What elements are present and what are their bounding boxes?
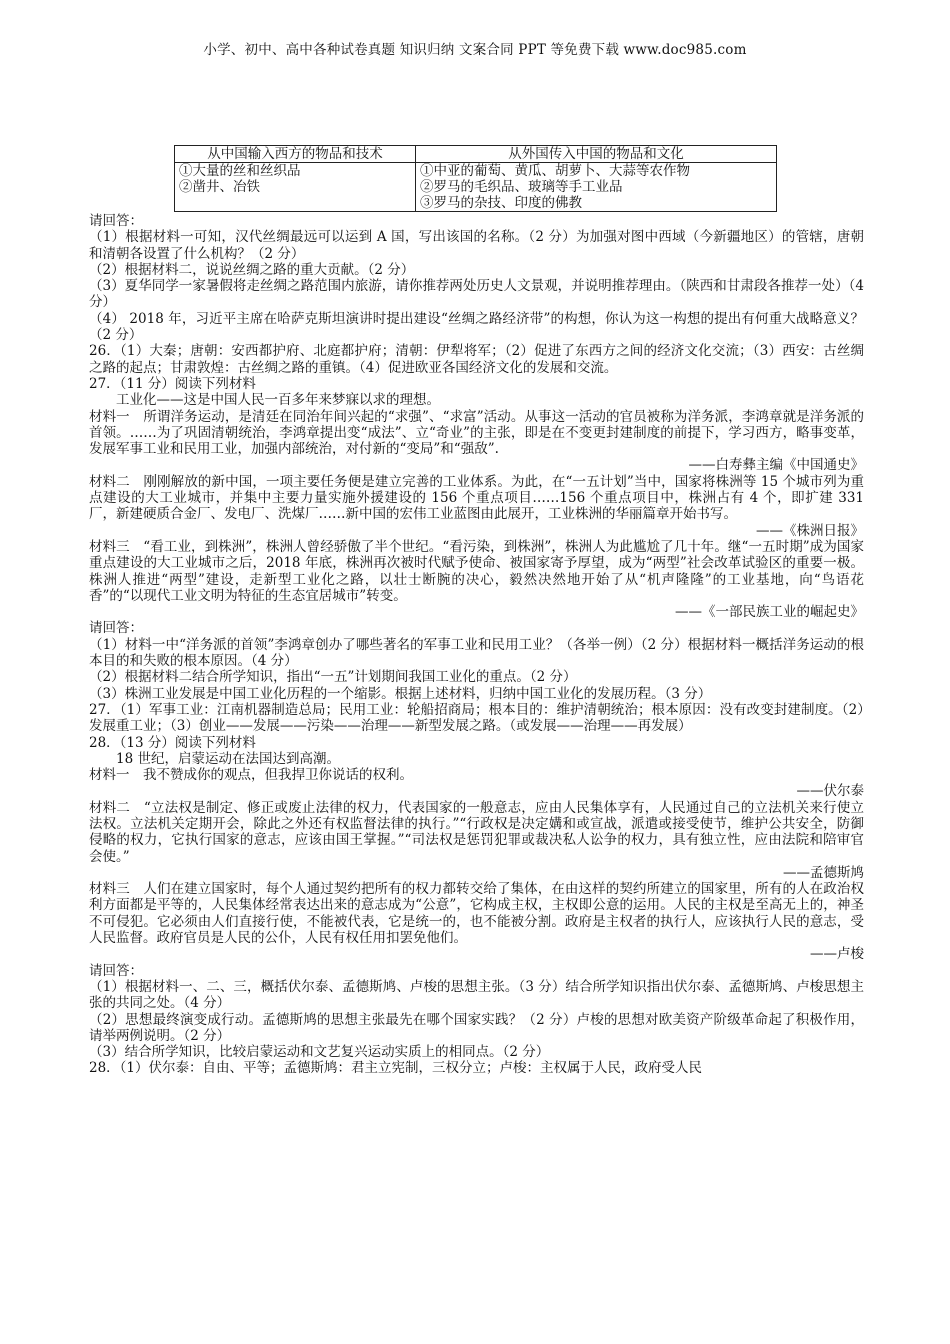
- text-paragraph: （2）根据材料二，说说丝绸之路的重大贡献。（2 分）: [89, 261, 415, 278]
- table-row: [175, 163, 777, 212]
- text-paragraph: 材料一 所谓洋务运动，是清廷在同治年间兴起的“求强”、“求富”活动。从事这一活动的官员被称为洋务派，李鸿章就是洋务派的首领。……为了巩固清朝统治，李鸿章提出变“成法”、立“奇业”的主张，即是在不变更封建制度的前提下，学习西方，略事变革，发展军事工业和民用工业，加强内部统治，对付新的“变局”和“强敌”.: [89, 408, 864, 458]
- source-citation: ——卢梭: [810, 946, 864, 963]
- text-paragraph: （4） 2018 年，习近平主席在哈萨克斯坦演讲时提出建设“丝绸之路经济带”的构想，你认为这一构想的提出有何重大战略意义？（2 分）: [89, 310, 864, 344]
- source-citation: ——伏尔泰: [796, 783, 864, 800]
- source-citation: ——《一部民族工业的崛起史》: [675, 604, 864, 621]
- text-paragraph: 26．（1）大秦；唐朝：安西都护府、北庭都护府；清朝：伊犁将军；（2）促进了东西方之间的经济文化交流；（3）西安：古丝绸之路的起点；甘肃敦煌：古丝绸之路的重镇。（4）促进欧亚各国经济文化的发展和交流。: [89, 343, 864, 376]
- table-cell-line: ③罗马的杂技、印度的佛教: [420, 195, 582, 211]
- table-header-col2: 从外国传入中国的物品和文化: [416, 146, 777, 163]
- text-paragraph: 请回答：: [89, 213, 143, 229]
- text-paragraph: 18 世纪，启蒙运动在法国达到高潮。: [116, 750, 340, 767]
- text-paragraph: 27．（11 分）阅读下列材料: [89, 375, 256, 392]
- text-paragraph: （3）结合所学知识，比较启蒙运动和文艺复兴运动实质上的相同点。（2 分）: [89, 1044, 550, 1061]
- page-header: 小学、初中、高中各种试卷真题 知识归纳 文案合同 PPT 等免费下载 www.doc985.com: [203, 42, 747, 58]
- table-cell-col2: [416, 163, 777, 212]
- text-paragraph: 28．（1）伏尔泰：自由、平等；孟德斯鸠：君主立宪制，三权分立；卢梭：主权属于人民，政府受人民: [89, 1060, 703, 1077]
- text-paragraph: 27．（1）军事工业：江南机器制造总局；民用工业：轮船招商局；根本目的：维护清朝统治；根本原因：没有改变封建制度。（2）发展重工业；（3）创业——发展——污染——治理——新型发展之路。（或发展——治理——再发展）: [89, 701, 864, 735]
- table-header-row: [175, 146, 777, 163]
- text-paragraph: 请回答：: [89, 620, 143, 637]
- source-citation: ——孟德斯鸠: [783, 864, 864, 881]
- text-paragraph: 材料二 刚刚解放的新中国，一项主要任务便是建立完善的工业体系。为此，在“一五计划”当中，国家将株洲等 15 个城市列为重点建设的大工业城市，并集中主要力量实施外援建设的 156 个重点项目……156 个重点项目中，株洲占有 4 个，即扩建 331 厂，新建硬质合金厂、发电厂、洗煤厂……新中国的宏伟工业蓝图由此展开，工业株洲的华丽篇章开始书写。: [89, 473, 864, 523]
- source-citation: ——白寿彝主编《中国通史》: [688, 457, 864, 474]
- text-paragraph: （1）根据材料一、二、三，概括伏尔泰、孟德斯鸠、卢梭的思想主张。（3 分）结合所学知识指出伏尔泰、孟德斯鸠、卢梭思想主张的共同之处。（4 分）: [89, 978, 864, 1012]
- text-paragraph: （2）根据材料二结合所学知识，指出“一五”计划期间我国工业化的重点。（2 分）: [89, 669, 577, 686]
- text-paragraph: 材料三 人们在建立国家时，每个人通过契约把所有的权力都转交给了集体，在由这样的契约所建立的国家里，所有的人在政治权利方面都是平等的，人民集体经常表达出来的意志成为“公意”，它构成主权，主权即公意的运用。人民的主权是至高无上的，神圣不可侵犯。它必须由人们直接行使，不能被代表，它是统一的，也不能被分割。政府是主权者的执行人，应该执行人民的意志，受人民监督。政府官员是人民的公仆，人民有权任用扣罢免他们。: [89, 881, 864, 947]
- text-paragraph: 工业化——这是中国人民一百多年来梦寐以求的理想。: [116, 392, 440, 409]
- text-paragraph: 材料一 我不赞成你的观点，但我捍卫你说话的权利。: [89, 767, 413, 784]
- table-cell-line: ②凿井、冶铁: [179, 179, 260, 195]
- table-header-col1: 从中国输入西方的物品和技术: [175, 146, 416, 163]
- goods-exchange-table: [174, 145, 777, 212]
- text-paragraph: 材料二 “立法权是制定、修正或废止法律的权力，代表国家的一般意志，应由人民集体享有，人民通过自己的立法机关来行使立法权。立法机关定期开会，除此之外还有权监督法律的执行。”“行政权是决定媾和或宣战，派遣或接受使节，维护公共安全，防御侵略的权力，它执行国家的意志，应该由国王掌握。”“司法权是惩罚犯罪或裁决私人讼争的权力，具有独立性，应由法院和陪审官会使。”: [89, 799, 864, 865]
- table-cell-line: ①大量的丝和丝织品: [179, 163, 301, 179]
- text-paragraph: 28．（13 分）阅读下列材料: [89, 734, 256, 751]
- text-paragraph: （1）材料一中“洋务派的首领”李鸿章创办了哪些著名的军事工业和民用工业？（各举一例）（2 分）根据材料一概括洋务运动的根本目的和失败的根本原因。（4 分）: [89, 636, 864, 670]
- source-citation: ——《株洲日报》: [756, 522, 864, 539]
- table-cell-line: ①中亚的葡萄、黄瓜、胡萝卜、大蒜等农作物: [420, 163, 690, 179]
- text-paragraph: （3）夏华同学一家暑假将走丝绸之路范围内旅游，请你推荐两处历史人文景观，并说明推荐理由。（陕西和甘肃段各推荐一处）（4 分）: [89, 278, 864, 311]
- table-cell-col1: [175, 163, 416, 212]
- table-cell-line: ②罗马的毛织品、玻璃等手工业品: [420, 179, 623, 195]
- document-body: [89, 213, 864, 1077]
- text-paragraph: 请回答：: [89, 962, 143, 979]
- text-paragraph: 材料三 “看工业，到株洲”，株洲人曾经骄傲了半个世纪。“看污染，到株洲”，株洲人为此尴尬了几十年。继“一五时期”成为国家重点建设的大工业城市之后，2018 年底，株洲再次被时代赋予使命、被国家寄予厚望，成为“两型”社会改革试验区的重要一极。株洲人推进“两型”建设，走新型工业化之路，以壮士断腕的决心，毅然决然地开始了从“机声隆隆”的工业基地，向“鸟语花香”的“以现代工业文明为特征的生态宜居城市”转变。: [89, 538, 864, 604]
- text-paragraph: （3）株洲工业发展是中国工业化历程的一个缩影。根据上述材料，归纳中国工业化的发展历程。（3 分）: [89, 685, 712, 702]
- text-paragraph: （1）根据材料一可知，汉代丝绸最远可以运到 A 国，写出该国的名称。（2 分）为加强对图中西域（今新疆地区）的管辖，唐朝和清朝各设置了什么机构？（2 分）: [89, 229, 864, 262]
- text-paragraph: （2）思想最终演变成行动。孟德斯鸠的思想主张最先在哪个国家实践？（2 分）卢梭的思想对欧美资产阶级革命起了积极作用，请举两例说明。（2 分）: [89, 1011, 864, 1044]
